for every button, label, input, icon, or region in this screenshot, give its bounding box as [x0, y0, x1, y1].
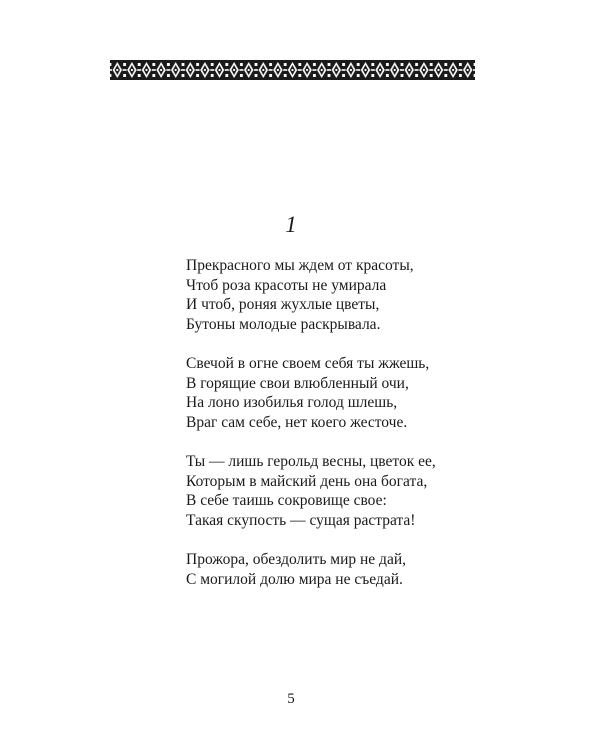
poem-line: Прекрасного мы ждем от красоты, [186, 257, 414, 274]
ornament-border-icon [110, 60, 475, 80]
poem-line: С могилой долю мира не съедай. [186, 570, 403, 588]
poem-line: Которым в майский день она богата, [186, 472, 428, 490]
poem-body [186, 256, 526, 609]
poem-line: Враг сам себе, нет коего жесточе. [186, 413, 408, 431]
poem-line: Ты — лишь герольд весны, цветок ее, [186, 453, 436, 470]
poem-line: В себе таишь сокровище свое: [186, 492, 387, 509]
poem-line: Бутоны молодые раскрывала. [186, 315, 381, 333]
poem-line: И чтоб, роняя жухлые цветы, [186, 296, 380, 313]
poem-line: Чтоб роза красоты не умирала [186, 276, 387, 294]
poem-line: Такая скупость — сущая растрата! [186, 511, 416, 529]
poem-line: На лоно изобилья голод шлешь, [186, 394, 398, 411]
poem-line: В горящие свои влюбленный очи, [186, 374, 409, 392]
poem-number: 1 [285, 212, 297, 237]
stanza [186, 256, 526, 334]
poem-line: Прожора, обездолить мир не дай, [186, 551, 406, 568]
stanza [186, 452, 526, 530]
poem-line: Свечой в огне своем себя ты жжешь, [186, 355, 430, 372]
page-number: 5 [287, 691, 295, 707]
stanza [186, 354, 526, 432]
stanza [186, 550, 526, 589]
